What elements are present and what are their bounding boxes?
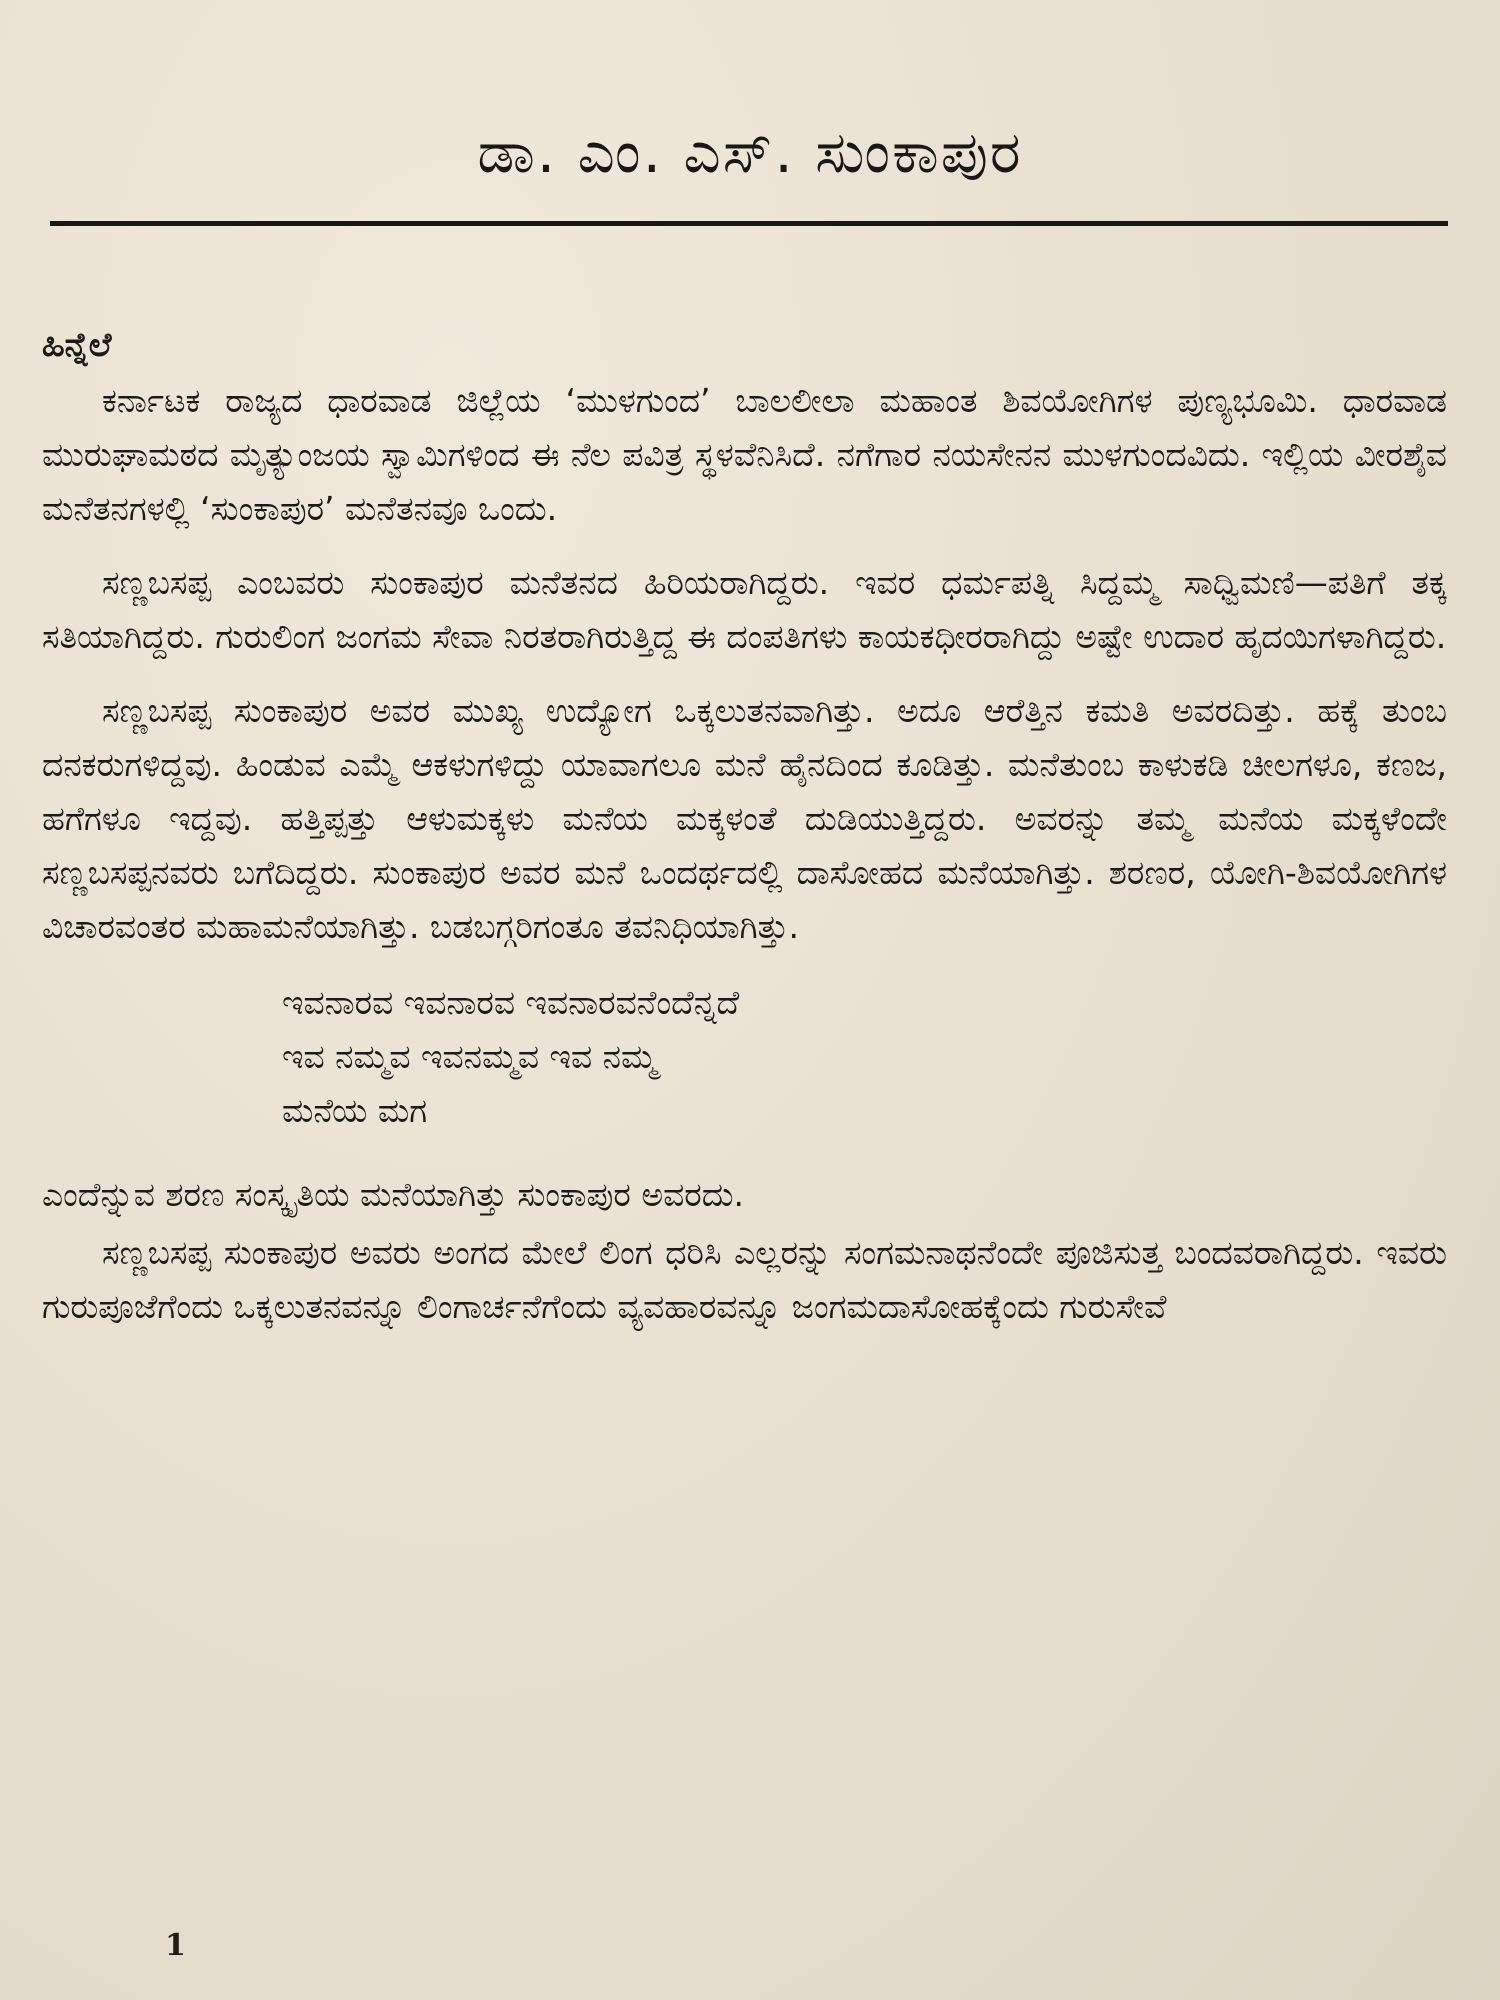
verse-block <box>282 976 1447 1138</box>
paragraph-2: ಸಣ್ಣಬಸಪ್ಪ ಎಂಬವರು ಸುಂಕಾಪುರ ಮನೆತನದ ಹಿರಿಯರಾಗಿದ್ದರು. ಇವರ ಧರ್ಮಪತ್ನಿ ಸಿದ್ದಮ್ಮ ಸಾಧ್ವಿಮಣಿ—ಪತಿಗೆ ತಕ್ಕ ಸತಿಯಾಗಿದ್ದರು. ಗುರುಲಿಂಗ ಜಂಗಮ ಸೇವಾ ನಿರತರಾಗಿರುತ್ತಿದ್ದ ಈ ದಂಪತಿಗಳು ಕಾಯಕಧೀರರಾಗಿದ್ದು ಅಷ್ಟೇ ಉದಾರ ಹೃದಯಿಗಳಾಗಿದ್ದರು. <box>42 563 1447 656</box>
body-text <box>42 318 1447 1354</box>
title-underline <box>50 221 1448 226</box>
section-heading: ಹಿನ್ನೆಲೆ <box>42 325 112 364</box>
verse-line-2: ಇವ ನಮ್ಮವ ಇವನಮ್ಮವ ಇವ ನಮ್ಮ <box>282 1037 657 1076</box>
after-verse-line: ಎಂದೆನ್ನುವ ಶರಣ ಸಂಸ್ಕೃತಿಯ ಮನೆಯಾಗಿತ್ತು ಸುಂಕಾಪುರ ಅವರದು. <box>42 1175 745 1214</box>
verse-line-1: ಇವನಾರವ ಇವನಾರವ ಇವನಾರವನೆಂದೆನ್ನದೆ <box>282 983 740 1022</box>
chapter-title: ಡಾ. ಎಂ. ಎಸ್. ಸುಂಕಾಪುರ <box>477 118 1023 186</box>
verse-line-3: ಮನೆಯ ಮಗ <box>282 1091 428 1130</box>
page-number: 1 <box>165 1928 186 1963</box>
paragraph-1: ಕರ್ನಾಟಕ ರಾಜ್ಯದ ಧಾರವಾಡ ಜಿಲ್ಲೆಯ ‘ಮುಳಗುಂದ’ ಬಾಲಲೀಲಾ ಮಹಾಂತ ಶಿವಯೋಗಿಗಳ ಪುಣ್ಯಭೂಮಿ. ಧಾರವಾಡ ಮುರುಘಾಮಠದ ಮೃತ್ಯುಂಜಯ ಸ್ವಾಮಿಗಳಿಂದ ಈ ನೆಲ ಪವಿತ್ರ ಸ್ಥಳವೆನಿಸಿದೆ. ನಗೆಗಾರ ನಯಸೇನನ ಮುಳಗುಂದವಿದು. ಇಲ್ಲಿಯ ವೀರಶೈವ ಮನೆತನಗಳಲ್ಲಿ ‘ಸುಂಕಾಪುರ’ ಮನೆತನವೂ ಒಂದು. <box>42 381 1447 528</box>
paragraph-4: ಸಣ್ಣಬಸಪ್ಪ ಸುಂಕಾಪುರ ಅವರು ಅಂಗದ ಮೇಲೆ ಲಿಂಗ ಧರಿಸಿ ಎಲ್ಲರನ್ನು ಸಂಗಮನಾಥನೆಂದೇ ಪೂಜಿಸುತ್ತ ಬಂದವರಾಗಿದ್ದರು. ಇವರು ಗುರುಪೂಜೆಗೆಂದು ಒಕ್ಕಲುತನವನ್ನೂ ಲಿಂಗಾರ್ಚನೆಗೆಂದು ವ್ಯವಹಾರವನ್ನೂ ಜಂಗಮದಾಸೋಹಕ್ಕೆಂದು ಗುರುಸೇವೆ <box>42 1233 1447 1326</box>
paragraph-3: ಸಣ್ಣಬಸಪ್ಪ ಸುಂಕಾಪುರ ಅವರ ಮುಖ್ಯ ಉದ್ಯೋಗ ಒಕ್ಕಲುತನವಾಗಿತ್ತು. ಅದೂ ಆರೆತ್ತಿನ ಕಮತಿ ಅವರದಿತ್ತು. ಹಕ್ಕೆ ತುಂಬ ದನಕರುಗಳಿದ್ದವು. ಹಿಂಡುವ ಎಮ್ಮೆ ಆಕಳುಗಳಿದ್ದು ಯಾವಾಗಲೂ ಮನೆ ಹೈನದಿಂದ ಕೂಡಿತ್ತು. ಮನೆತುಂಬ ಕಾಳುಕಡಿ ಚೀಲಗಳೂ, ಕಣಜ, ಹಗೆಗಳೂ ಇದ್ದವು. ಹತ್ತಿಪ್ಪತ್ತು ಆಳುಮಕ್ಕಳು ಮನೆಯ ಮಕ್ಕಳಂತೆ ದುಡಿಯುತ್ತಿದ್ದರು. ಅವರನ್ನು ತಮ್ಮ ಮನೆಯ ಮಕ್ಕಳೆಂದೇ ಸಣ್ಣಬಸಪ್ಪನವರು ಬಗೆದಿದ್ದರು. ಸುಂಕಾಪುರ ಅವರ ಮನೆ ಒಂದರ್ಥದಲ್ಲಿ ದಾಸೋಹದ ಮನೆಯಾಗಿತ್ತು. ಶರಣರ, ಯೋಗಿ-ಶಿವಯೋಗಿಗಳ ವಿಚಾರವಂತರ ಮಹಾಮನೆಯಾಗಿತ್ತು. ಬಡಬಗ್ಗರಿಗಂತೂ ತವನಿಧಿಯಾಗಿತ್ತು. <box>42 691 1447 946</box>
